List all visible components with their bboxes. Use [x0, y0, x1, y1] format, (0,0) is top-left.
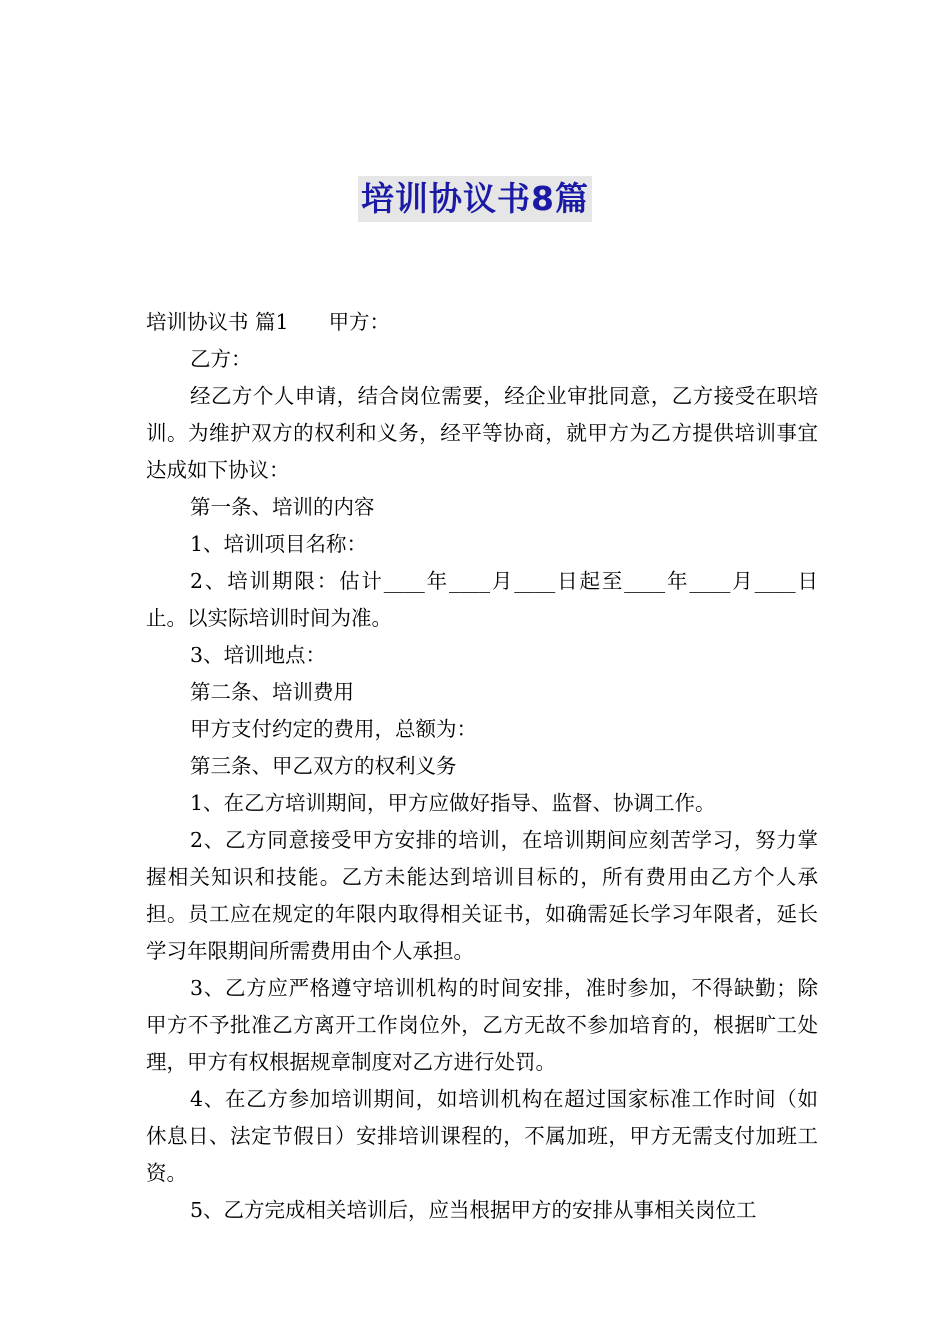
paragraph: 经乙方个人申请，结合岗位需要，经企业审批同意，乙方接受在职培训。为维护双方的权利和义务，经平等协商，就甲方为乙方提供培训事宜达成如下协议：: [146, 384, 818, 482]
paragraph: 3、乙方应严格遵守培训机构的时间安排，准时参加，不得缺勤；除甲方不予批准乙方离开工作岗位外，乙方无故不参加培育的，根据旷工处理，甲方有权根据规章制度对乙方进行处罚。: [146, 976, 818, 1074]
paragraph: 1、在乙方培训期间，甲方应做好指导、监督、协调工作。: [190, 791, 716, 815]
section-heading: 第二条、培训费用: [190, 680, 354, 704]
paragraph: 2、乙方同意接受甲方安排的培训，在培训期间应刻苦学习，努力掌握相关知识和技能。乙方未能达到培训目标的，所有费用由乙方个人承担。员工应在规定的年限内取得相关证书，如确需延长学习年限者，延长学习年限期间所需费用由个人承担。: [146, 828, 818, 963]
title-container: [0, 176, 950, 222]
paragraph: 1、培训项目名称：: [190, 532, 368, 556]
paragraph: 5、乙方完成相关培训后，应当根据甲方的安排从事相关岗位工: [190, 1198, 757, 1222]
section-heading: 第一条、培训的内容: [190, 495, 375, 519]
document-title: 培训协议书8篇: [358, 176, 592, 222]
document-body: [146, 304, 818, 1229]
paragraph: 甲方支付约定的费用，总额为：: [190, 717, 477, 741]
section-heading: 第三条、甲乙双方的权利义务: [190, 754, 457, 778]
paragraph: 2、培训期限：估计____年____月____日起至____年____月____日止。以实际培训时间为准。: [146, 569, 818, 630]
paragraph: 3、培训地点：: [190, 643, 327, 667]
paragraph: 乙方：: [190, 347, 252, 371]
intro-label: 培训协议书 篇1: [146, 310, 289, 334]
party-a-label: 甲方：: [328, 310, 391, 334]
paragraph: 4、在乙方参加培训期间，如培训机构在超过国家标准工作时间（如休息日、法定节假日）安排培训课程的，不属加班，甲方无需支付加班工资。: [146, 1087, 818, 1185]
intro-line: [146, 304, 818, 341]
